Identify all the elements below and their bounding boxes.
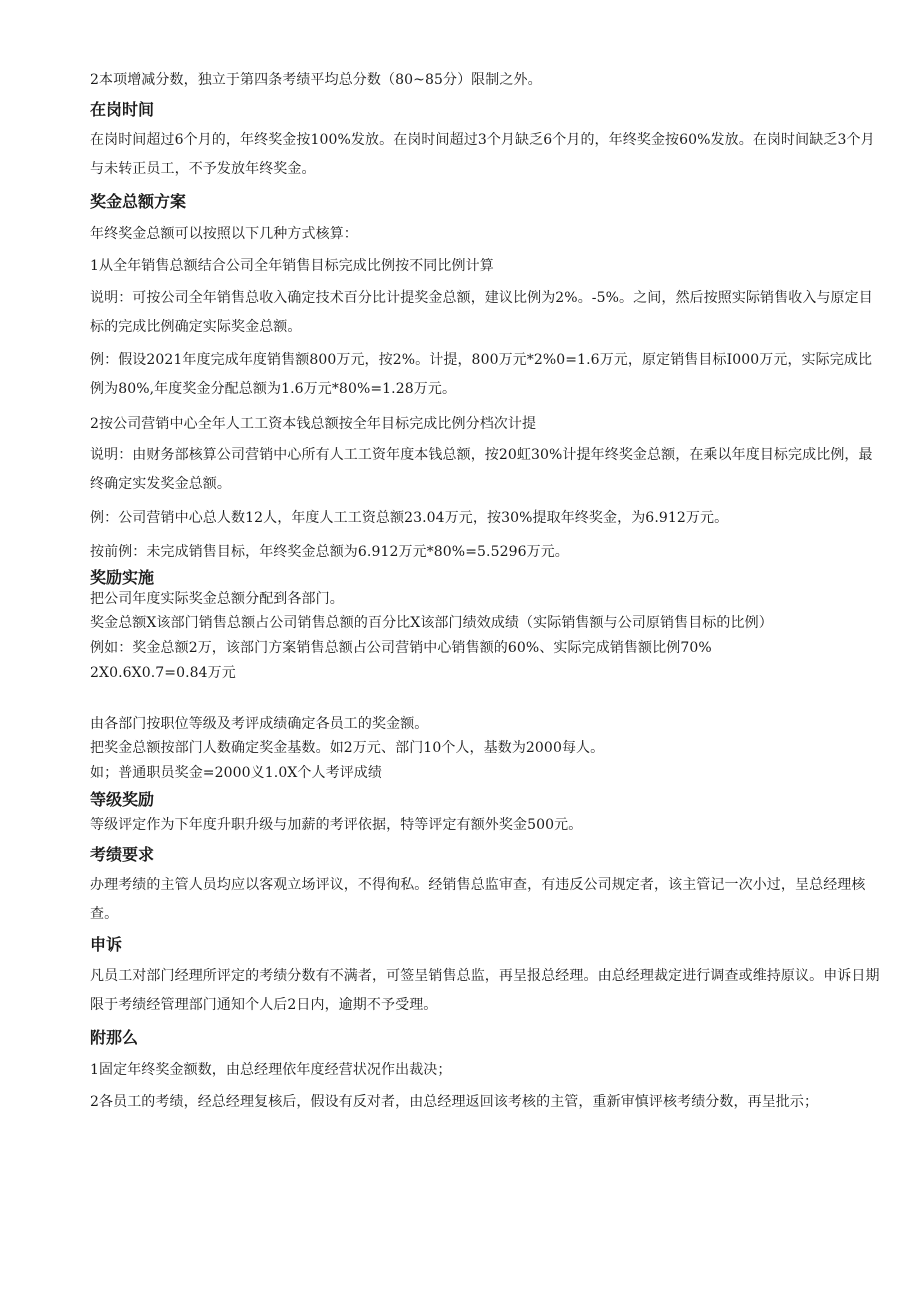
section-heading: 奖励实施 [90,568,155,587]
paragraph: 在岗时间超过6个月的，年终奖金按100%发放。在岗时间超过3个月缺乏6个月的，年终奖金按60%发放。在岗时间缺乏3个月与未转正员工，不予发放年终奖金。 [90,132,875,177]
paragraph: 1从全年销售总额结合公司全年销售目标完成比例按不同比例计算 [90,258,494,274]
section-heading: 考绩要求 [90,845,155,864]
paragraph: 由各部门按职位等级及考评成绩确定各员工的奖金额。 [90,716,429,732]
paragraph: 说明：可按公司全年销售总收入确定技术百分比计提奖金总额，建议比例为2%。-5%。之间，然后按照实际销售收入与原定目标的完成比例确定实际奖金总额。 [90,290,873,335]
paragraph: 2各员工的考绩，经总经理复核后，假设有反对者，由总经理返回该考核的主管，重新审慎评核考绩分数，再呈批示； [90,1094,819,1110]
paragraph: 凡员工对部门经理所评定的考绩分数有不满者，可签呈销售总监，再呈报总经理。由总经理裁定进行调查或维持原议。申诉日期限于考绩经管理部门通知个人后2日内，逾期不予受理。 [90,968,880,1013]
paragraph: 按前例：未完成销售目标，年终奖金总额为6.912万元*80%=5.5296万元。 [90,544,569,560]
paragraph: 1固定年终奖金额数，由总经理依年度经营状况作出裁决； [90,1062,452,1078]
paragraph: 年终奖金总额可以按照以下几种方式核算： [90,226,358,242]
section-heading: 奖金总额方案 [90,192,187,211]
paragraph: 例：假设2021年度完成年度销售额800万元，按2%。计提，800万元*2%0=1.6万元，原定销售目标I000万元，实际完成比例为80%,年度奖金分配总额为1.6万元*80%=1.28万元。 [90,352,873,397]
section-heading: 附那么 [90,1028,139,1047]
paragraph: 2本项增减分数，独立于第四条考绩平均总分数（80~85分）限制之外。 [90,72,542,88]
paragraph: 例如：奖金总额2万，该部门方案销售总额占公司营销中心销售额的60%、实际完成销售额比例70% [90,640,712,656]
paragraph: 2按公司营销中心全年人工工资本钱总额按全年目标完成比例分档次计提 [90,416,537,432]
section-heading: 等级奖励 [90,790,155,809]
paragraph: 2X0.6X0.7=0.84万元 [90,665,236,681]
paragraph: 把公司年度实际奖金总额分配到各部门。 [90,591,344,607]
paragraph: 等级评定作为下年度升职升级与加薪的考评依据，特等评定有额外奖金500元。 [90,817,583,833]
paragraph: 奖金总额X该部门销售总额占公司销售总额的百分比X该部门绩效成绩（实际销售额与公司原销售目标的比例） [90,615,773,631]
paragraph: 办理考绩的主管人员均应以客观立场评议，不得徇私。经销售总监审查，有违反公司规定者，该主管记一次小过，呈总经理核查。 [90,877,866,922]
paragraph: 说明：由财务部核算公司营销中心所有人工工资年度本钱总额，按20虹30%计提年终奖金总额，在乘以年度目标完成比例，最终确定实发奖金总额。 [90,447,873,492]
section-heading: 申诉 [90,935,123,954]
paragraph: 如；普通职员奖金=2000义1.0X个人考评成绩 [90,765,382,781]
paragraph: 例：公司营销中心总人数12人，年度人工工资总额23.04万元，按30%提取年终奖金，为6.912万元。 [90,510,729,526]
paragraph: 把奖金总额按部门人数确定奖金基数。如2万元、部门10个人，基数为2000每人。 [90,740,605,756]
section-heading: 在岗时间 [90,100,155,119]
